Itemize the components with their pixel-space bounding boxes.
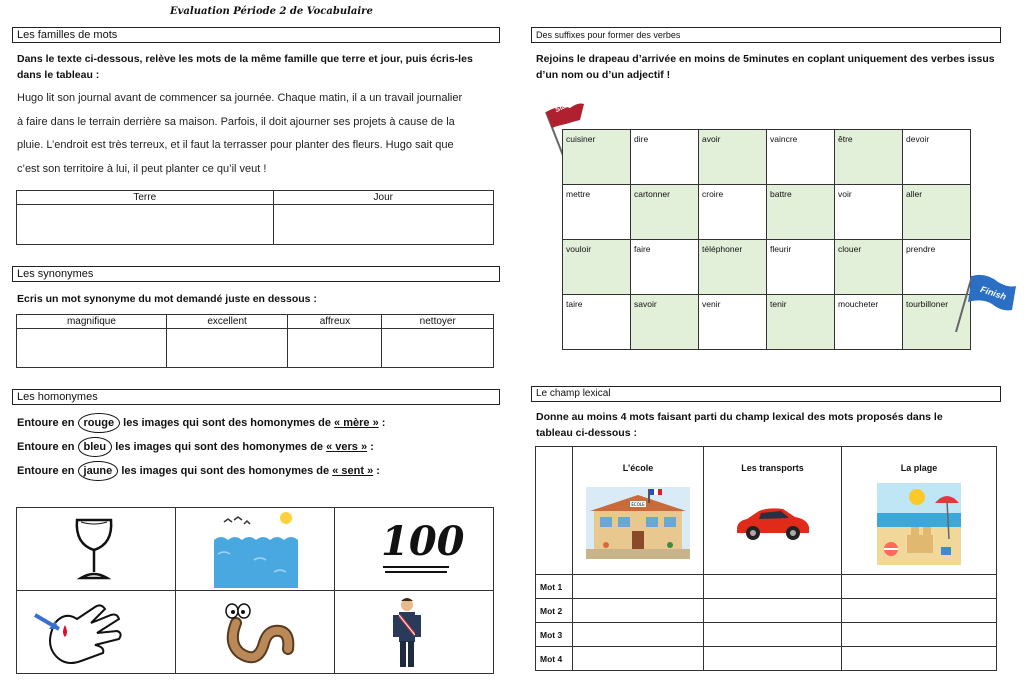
maze-cell[interactable]: savoir bbox=[631, 295, 699, 350]
familles-text bbox=[17, 87, 507, 181]
finish-flag-label: Finish bbox=[979, 284, 1008, 302]
maze-cell[interactable]: mettre bbox=[563, 185, 631, 240]
maze-cell[interactable]: venir bbox=[699, 295, 767, 350]
maze-cell[interactable]: téléphoner bbox=[699, 240, 767, 295]
page-title: Evaluation Période 2 de Vocabulaire bbox=[170, 6, 373, 17]
maze-cell[interactable]: être bbox=[835, 130, 903, 185]
homonymes-pre: Entoure en bbox=[17, 417, 75, 429]
maze-cell[interactable]: cartonner bbox=[631, 185, 699, 240]
lexical-instruction: Donne au moins 4 mots faisant parti du champ lexical des mots proposés dans le tableau ci-dessous : bbox=[536, 411, 943, 439]
maze-cell[interactable]: avoir bbox=[699, 130, 767, 185]
lexical-answer[interactable] bbox=[704, 599, 842, 623]
hundred-underline bbox=[383, 566, 449, 568]
image-cell-finger[interactable] bbox=[17, 591, 176, 674]
familles-text-line: Hugo lit son journal avant de commencer sa journée. Chaque matin, il a un travail journalier bbox=[17, 92, 463, 104]
color-rouge: rouge bbox=[78, 413, 121, 433]
familles-table bbox=[16, 190, 494, 245]
image-cell-mayor[interactable] bbox=[335, 591, 494, 674]
mayor-icon bbox=[387, 593, 427, 673]
lexical-col-ecole bbox=[573, 447, 704, 575]
image-cell-sea[interactable] bbox=[176, 508, 335, 591]
familles-text-line: c’est son territoire à lui, il peut planter ce qu’il veut ! bbox=[17, 162, 267, 175]
verb-maze-grid bbox=[562, 129, 971, 350]
maze-cell[interactable]: aller bbox=[903, 185, 971, 240]
lexical-row-label: Mot 1 bbox=[536, 575, 573, 599]
maze-cell[interactable]: prendre bbox=[903, 240, 971, 295]
maze-cell[interactable]: battre bbox=[767, 185, 835, 240]
section-header-suffixes: Des suffixes pour former des verbes bbox=[531, 27, 1001, 43]
maze-cell[interactable]: devoir bbox=[903, 130, 971, 185]
lexical-col-label: La plage bbox=[900, 463, 938, 473]
lexical-row-label: Mot 4 bbox=[536, 647, 573, 671]
maze-cell[interactable]: croire bbox=[699, 185, 767, 240]
homonymes-pre: Entoure en bbox=[17, 441, 75, 453]
start-flag-label: Start bbox=[554, 100, 572, 115]
color-bleu: bleu bbox=[78, 437, 113, 457]
lexical-answer[interactable] bbox=[842, 647, 997, 671]
homonymes-post: : bbox=[381, 417, 386, 429]
synonyme-col: magnifique bbox=[17, 315, 167, 329]
worm-icon bbox=[218, 593, 298, 673]
synonymes-instruction: Ecris un mot synonyme du mot demandé juste en dessous : bbox=[17, 293, 317, 305]
homonymes-post: : bbox=[370, 441, 374, 453]
homonymes-image-table bbox=[16, 507, 494, 674]
maze-cell[interactable]: tourbilloner bbox=[903, 295, 971, 350]
maze-cell[interactable]: cuisiner bbox=[563, 130, 631, 185]
lexical-corner bbox=[536, 447, 573, 575]
lexical-answer[interactable] bbox=[573, 575, 704, 599]
section-header-homonymes: Les homonymes bbox=[12, 389, 500, 405]
familles-answer-terre[interactable] bbox=[17, 205, 274, 245]
lexical-col-transports bbox=[704, 447, 842, 575]
homonyme-word: « vers » bbox=[326, 441, 368, 453]
maze-cell[interactable]: moucheter bbox=[835, 295, 903, 350]
lexical-col-label: L’école bbox=[622, 463, 654, 473]
homonymes-pre: Entoure en bbox=[17, 465, 75, 477]
lexical-answer[interactable] bbox=[842, 623, 997, 647]
lexical-answer[interactable] bbox=[842, 575, 997, 599]
school-icon bbox=[586, 487, 690, 559]
maze-cell[interactable]: vouloir bbox=[563, 240, 631, 295]
familles-text-line: pluie. L’endroit est très terreux, et il faut la terrasser pour planter des fleurs. Hugo sait que bbox=[17, 139, 454, 151]
lexical-answer[interactable] bbox=[573, 623, 704, 647]
lexical-answer[interactable] bbox=[573, 647, 704, 671]
synonyme-col: excellent bbox=[166, 315, 287, 329]
lexical-answer[interactable] bbox=[573, 599, 704, 623]
synonyme-col: affreux bbox=[288, 315, 382, 329]
maze-cell[interactable]: voir bbox=[835, 185, 903, 240]
lexical-table bbox=[535, 446, 997, 671]
finish-flag-icon bbox=[952, 270, 1018, 334]
suffixes-instruction: Rejoins le drapeau d’arrivée en moins de 5minutes en coplant uniquement des verbes issus d’un nom ou d’un adjectif ! bbox=[536, 53, 995, 81]
color-jaune: jaune bbox=[78, 461, 119, 481]
lexical-row-label: Mot 3 bbox=[536, 623, 573, 647]
image-cell-worm[interactable] bbox=[176, 591, 335, 674]
familles-text-line: à faire dans le terrain derrière sa maison. Parfois, il doit ajourner ses projets à cause de la bbox=[17, 115, 455, 128]
synonyme-col: nettoyer bbox=[382, 315, 494, 329]
familles-answer-jour[interactable] bbox=[273, 205, 493, 245]
image-cell-hundred[interactable] bbox=[335, 508, 494, 591]
lexical-col-label: Les transports bbox=[741, 463, 804, 473]
maze-cell[interactable]: taire bbox=[563, 295, 631, 350]
lexical-answer[interactable] bbox=[842, 599, 997, 623]
lexical-col-plage bbox=[842, 447, 997, 575]
maze-cell[interactable]: vaincre bbox=[767, 130, 835, 185]
school-sign-text: ÉCOLE bbox=[631, 502, 645, 507]
familles-instruction: Dans le texte ci-dessous, relève les mots de la même famille que terre et jour, puis écris-les dans le tableau : bbox=[17, 53, 473, 81]
familles-col-jour: Jour bbox=[273, 191, 493, 205]
lexical-answer[interactable] bbox=[704, 647, 842, 671]
hundred-icon: 100 bbox=[381, 518, 465, 565]
section-header-lexical: Le champ lexical bbox=[531, 386, 1001, 402]
homonyme-word: « mère » bbox=[334, 417, 379, 429]
lexical-answer[interactable] bbox=[704, 623, 842, 647]
maze-cell[interactable]: fleurir bbox=[767, 240, 835, 295]
synonymes-table bbox=[16, 314, 494, 368]
car-icon bbox=[733, 503, 813, 543]
homonymes-line-sent bbox=[17, 461, 380, 481]
synonyme-answer[interactable] bbox=[288, 329, 382, 368]
sea-icon bbox=[214, 510, 304, 588]
maze-cell[interactable]: dire bbox=[631, 130, 699, 185]
homonyme-word: « sent » bbox=[332, 465, 374, 477]
synonyme-answer[interactable] bbox=[166, 329, 287, 368]
beach-icon bbox=[877, 483, 961, 565]
homonymes-mid: les images qui sont des homonymes de bbox=[115, 441, 324, 453]
homonymes-mid: les images qui sont des homonymes de bbox=[121, 465, 330, 477]
section-header-familles: Les familles de mots bbox=[12, 27, 500, 43]
maze-cell[interactable]: clouer bbox=[835, 240, 903, 295]
maze-cell[interactable]: faire bbox=[631, 240, 699, 295]
wine-glass-icon bbox=[69, 514, 119, 584]
maze-cell[interactable]: tenir bbox=[767, 295, 835, 350]
image-cell-glass[interactable] bbox=[17, 508, 176, 591]
synonyme-answer[interactable] bbox=[382, 329, 494, 368]
hundred-underline bbox=[385, 571, 447, 573]
homonymes-line-vers bbox=[17, 437, 374, 457]
synonyme-answer[interactable] bbox=[17, 329, 167, 368]
homonymes-line-mere bbox=[17, 413, 385, 433]
lexical-answer[interactable] bbox=[704, 575, 842, 599]
homonymes-post: : bbox=[376, 465, 380, 477]
bleeding-finger-icon bbox=[25, 593, 135, 673]
familles-col-terre: Terre bbox=[17, 191, 274, 205]
section-header-synonymes: Les synonymes bbox=[12, 266, 500, 282]
lexical-row-label: Mot 2 bbox=[536, 599, 573, 623]
homonymes-mid: les images qui sont des homonymes de bbox=[123, 417, 331, 429]
